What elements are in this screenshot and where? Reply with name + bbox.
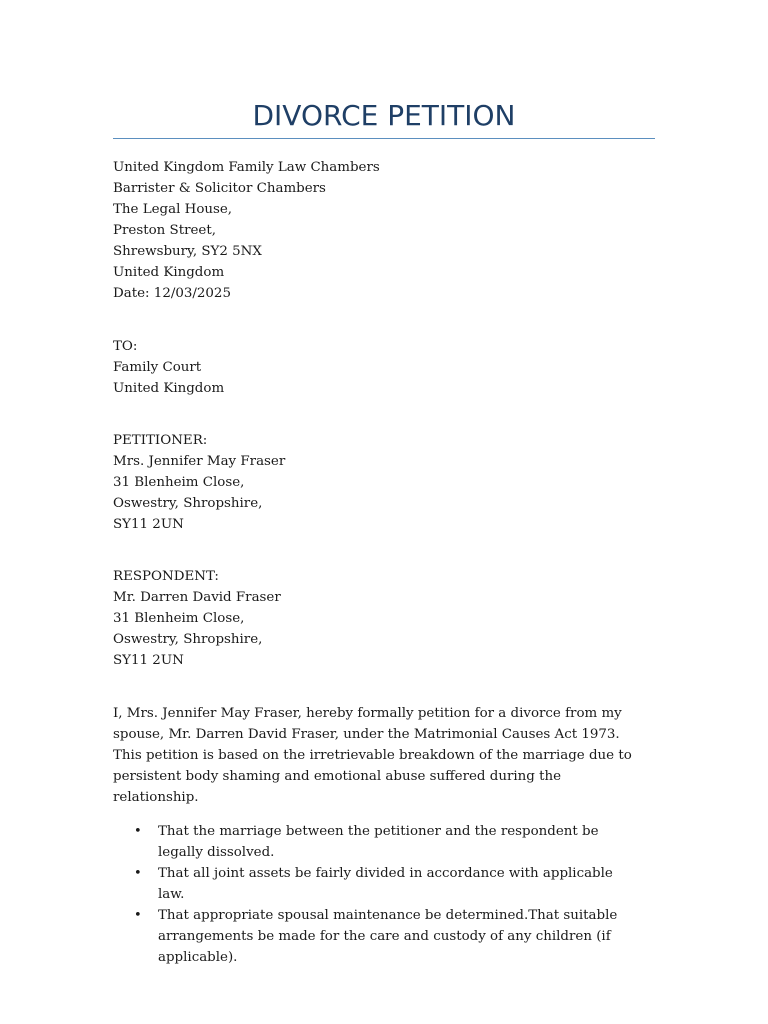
sender-line: Barrister & Solicitor Chambers [113, 181, 326, 196]
document-page [113, 0, 655, 968]
prayer-item [113, 863, 628, 905]
prayer-text: That appropriate spousal maintenance be determined.That suitable arrangements be made for the care and custody of any children (if applicable). [158, 908, 618, 966]
recipient-line: Family Court [113, 360, 202, 375]
prayer-item [113, 821, 628, 863]
respondent-address-line: Oswestry, Shropshire, [113, 632, 263, 647]
prayer-item [113, 905, 628, 968]
petitioner-address-line: Oswestry, Shropshire, [113, 496, 263, 511]
bullet-icon: • [134, 824, 142, 840]
petitioner-heading: PETITIONER: [113, 433, 208, 448]
prayer-text: That the marriage between the petitioner and the respondent be legally dissolved. [158, 824, 599, 861]
petition-statement: I, Mrs. Jennifer May Fraser, hereby formally petition for a divorce from my spouse, Mr. Darren David Fraser, under the Matrimonial Causes Act 1973. This petition is based on the irretrievable breakdown of the marriage due to persistent body shaming and emotional abuse suffered during the relationship. [113, 706, 632, 805]
petitioner-address-line: 31 Blenheim Close, [113, 475, 245, 490]
bullet-icon: • [134, 866, 142, 882]
petitioner-name: Mrs. Jennifer May Fraser [113, 454, 286, 469]
title-underline [113, 138, 655, 139]
prayer-text: That all joint assets be fairly divided in accordance with applicable law. [158, 866, 613, 903]
respondent-address-line: 31 Blenheim Close, [113, 611, 245, 626]
petitioner-block [113, 430, 655, 535]
sender-line: The Legal House, [113, 202, 233, 217]
recipient-heading: TO: [113, 339, 138, 354]
respondent-name: Mr. Darren David Fraser [113, 590, 281, 605]
recipient-line: United Kingdom [113, 381, 225, 396]
sender-line: United Kingdom [113, 265, 225, 280]
respondent-block [113, 566, 655, 671]
petitioner-postcode: SY11 2UN [113, 517, 184, 532]
document-title: DIVORCE PETITION [252, 99, 516, 132]
petition-date: Date: 12/03/2025 [113, 286, 231, 301]
respondent-heading: RESPONDENT: [113, 569, 219, 584]
recipient-block [113, 336, 655, 399]
respondent-postcode: SY11 2UN [113, 653, 184, 668]
sender-line: Shrewsbury, SY2 5NX [113, 244, 262, 259]
prayer-list [113, 821, 655, 968]
sender-address-block [113, 157, 655, 304]
bullet-icon: • [134, 908, 142, 924]
sender-line: Preston Street, [113, 223, 216, 238]
sender-line: United Kingdom Family Law Chambers [113, 160, 380, 175]
